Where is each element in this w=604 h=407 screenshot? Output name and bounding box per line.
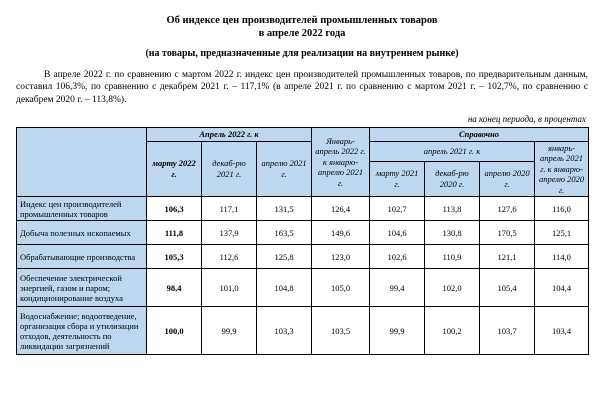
header-group-april-2021: апрель 2021 г. к	[370, 141, 535, 161]
header-col-jan-apr-2022: Январь-апрель 2022 г. к январю-апрелю 2021 г.	[312, 128, 370, 197]
table-row	[17, 307, 589, 355]
cell-value: 100,0	[147, 307, 202, 355]
row-label: Добыча полезных ископаемых	[17, 221, 147, 245]
cell-value: 117,1	[202, 197, 257, 221]
title-line-1: Об индексе цен производителей промышленных товаров	[166, 15, 438, 26]
cell-value: 131,5	[257, 197, 312, 221]
page-subtitle: (на товары, предназначенные для реализации на внутреннем рынке)	[145, 48, 459, 59]
cell-value: 127,6	[480, 197, 535, 221]
table-row	[17, 221, 589, 245]
table-row	[17, 245, 589, 269]
cell-value: 125,1	[535, 221, 589, 245]
cell-value: 130,8	[425, 221, 480, 245]
cell-value: 104,8	[257, 269, 312, 307]
cell-value: 102,6	[370, 245, 425, 269]
cell-value: 99,4	[370, 269, 425, 307]
table-row	[17, 197, 589, 221]
table-row	[17, 269, 589, 307]
cell-value: 163,5	[257, 221, 312, 245]
cell-value: 111,8	[147, 221, 202, 245]
cell-value: 102,7	[370, 197, 425, 221]
header-group-reference: Справочно	[370, 128, 589, 142]
header-col-apr-2020: апрелю 2020 г.	[480, 161, 535, 197]
cell-value: 114,0	[535, 245, 589, 269]
cell-value: 113,8	[425, 197, 480, 221]
cell-value: 105,3	[147, 245, 202, 269]
cell-value: 149,6	[312, 221, 370, 245]
cell-value: 126,4	[312, 197, 370, 221]
header-col-march-2022: марту 2022 г.	[147, 141, 202, 197]
row-label: Индекс цен производителей промышленных товаров	[17, 197, 147, 221]
header-col-jan-apr-2021: январь-апрель 2021 г. к январю-апрелю 2020 г.	[535, 141, 589, 197]
units-note: на конец периода, в процентах	[467, 114, 586, 125]
cell-value: 106,3	[147, 197, 202, 221]
cell-value: 104,6	[370, 221, 425, 245]
cell-value: 103,7	[480, 307, 535, 355]
cell-value: 170,5	[480, 221, 535, 245]
cell-value: 103,5	[312, 307, 370, 355]
cell-value: 112,6	[202, 245, 257, 269]
intro-paragraph: В апреле 2022 г. по сравнению с мартом 2022 г. индекс цен производителей промышленных товаров, по предварительным данным, составил 106,3%, по сравнению с декабрем 2021 г. – 117,1% (в апреле 2021 г. по сравнению с мартом 2021 г. – 102,7%, по сравнению с декабрем 2020 г. – 113,8%).	[16, 70, 588, 105]
page-title	[16, 14, 588, 40]
header-group-april-2022: Апрель 2022 г. к	[147, 128, 312, 142]
title-line-2: в апреле 2022 года	[258, 28, 346, 39]
cell-value: 121,1	[480, 245, 535, 269]
cell-value: 137,9	[202, 221, 257, 245]
cell-value: 123,0	[312, 245, 370, 269]
cell-value: 103,3	[257, 307, 312, 355]
cell-value: 99,9	[370, 307, 425, 355]
cell-value: 101,0	[202, 269, 257, 307]
header-col-dec-2021: декаб-рю 2021 г.	[202, 141, 257, 197]
row-label: Водоснабжение; водоотведение, организация сбора и утилизации отходов, деятельность по ликвидации загрязнений	[17, 307, 147, 355]
cell-value: 104,4	[535, 269, 589, 307]
header-col-apr-2021: апрелю 2021 г.	[257, 141, 312, 197]
header-col-dec-2020: декаб-рю 2020 г.	[425, 161, 480, 197]
cell-value: 99,9	[202, 307, 257, 355]
cell-value: 110,9	[425, 245, 480, 269]
cell-value: 105,4	[480, 269, 535, 307]
cell-value: 98,4	[147, 269, 202, 307]
cell-value: 125,8	[257, 245, 312, 269]
table-corner-cell	[17, 128, 147, 197]
header-col-march-2021: марту 2021 г.	[370, 161, 425, 197]
cell-value: 102,0	[425, 269, 480, 307]
row-label: Обеспечение электрической энергией, газом и паром; кондиционирование воздуха	[17, 269, 147, 307]
cell-value: 100,2	[425, 307, 480, 355]
table-header-row-1	[17, 128, 589, 142]
cell-value: 103,4	[535, 307, 589, 355]
cell-value: 105,0	[312, 269, 370, 307]
row-label: Обрабатывающие производства	[17, 245, 147, 269]
cell-value: 116,0	[535, 197, 589, 221]
price-index-table	[16, 127, 589, 355]
